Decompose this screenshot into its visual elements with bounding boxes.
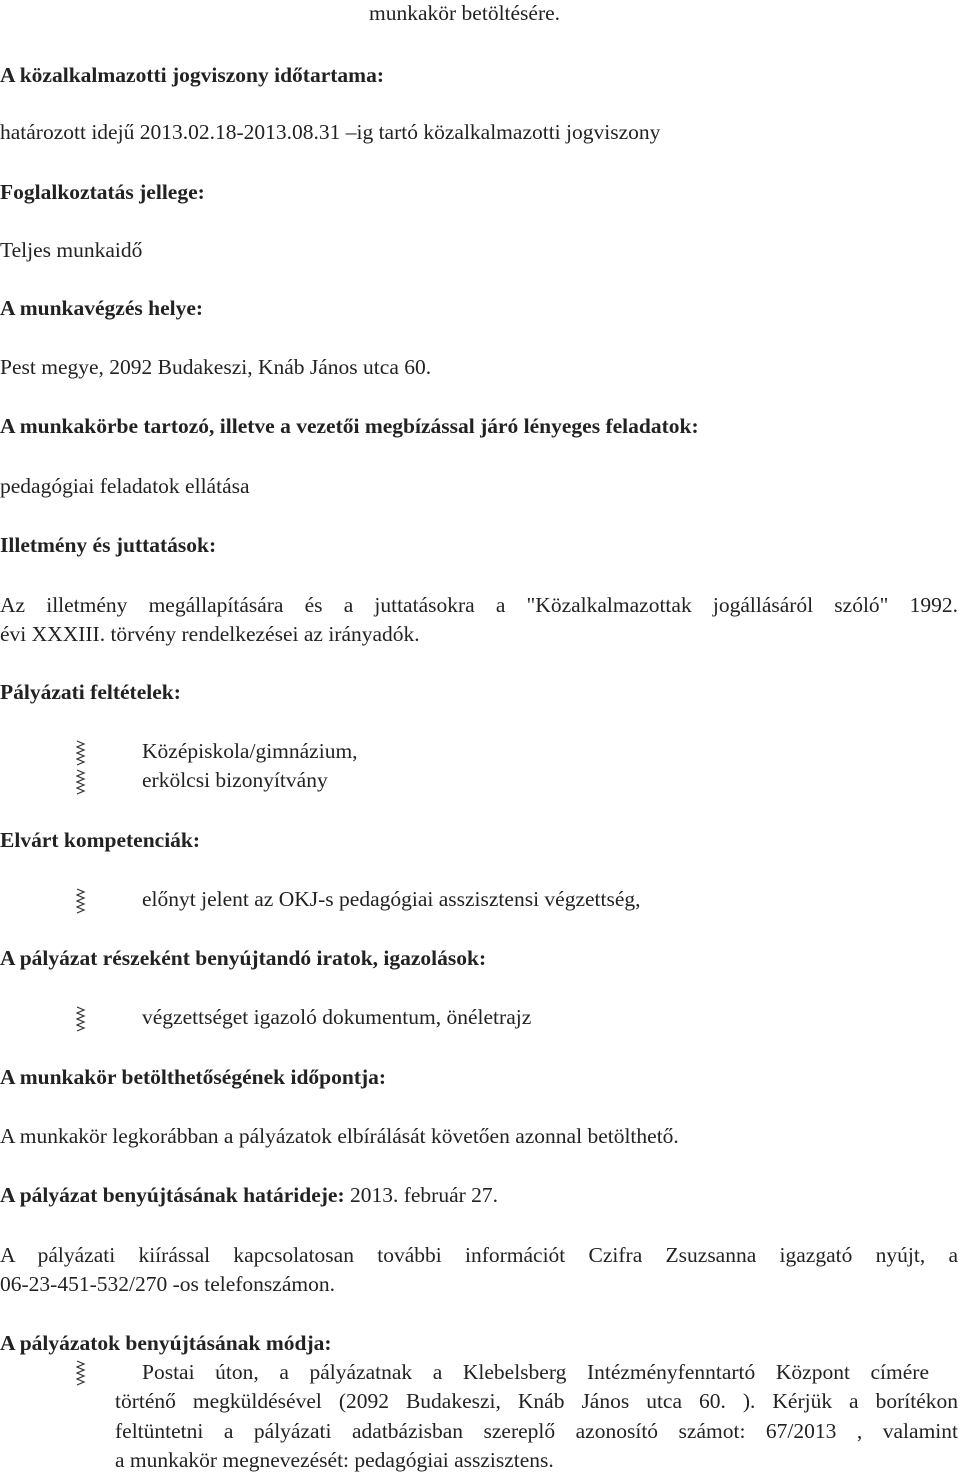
competency-item: előnyt jelent az OKJ-s pedagógiai asszisztensi végzettség,: [142, 887, 641, 911]
bullet-marker-icon: [76, 740, 86, 766]
submission-text-line-4: a munkakör megnevezését: pedagógiai asszisztens.: [115, 1448, 554, 1472]
heading-employment-duration: A közalkalmazotti jogviszony időtartama:: [0, 63, 384, 87]
heading-duties: A munkakörbe tartozó, illetve a vezetői megbízással járó lényeges feladatok:: [0, 414, 699, 438]
bullet-marker-icon: [76, 1360, 86, 1386]
requirement-item: Középiskola/gimnázium,: [142, 739, 358, 763]
bullet-marker-icon: [76, 888, 86, 914]
bullet-marker-icon: [76, 1006, 86, 1032]
employment-type-value: Teljes munkaidő: [0, 238, 143, 262]
submission-text-line-1: Postai úton, a pályázatnak a Klebelsberg Intézményfenntartó Központ címére: [142, 1360, 929, 1384]
contact-text-line-1: A pályázati kiírással kapcsolatosan további információt Czifra Zsuzsanna igazgató nyújt, a: [0, 1243, 958, 1267]
heading-start-date: A munkakör betölthetőségének időpontja:: [0, 1065, 387, 1089]
contact-text-line-2: 06-23-451-532/270 -os telefonszámon.: [0, 1272, 335, 1296]
work-location-value: Pest megye, 2092 Budakeszi, Knáb János utca 60.: [0, 355, 432, 379]
heading-documents: A pályázat részeként benyújtandó iratok, igazolások:: [0, 946, 487, 970]
heading-salary: Illetmény és juttatások:: [0, 533, 217, 557]
heading-competencies: Elvárt kompetenciák:: [0, 828, 201, 852]
heading-work-location: A munkavégzés helye:: [0, 296, 204, 320]
salary-text-line-1: Az illetmény megállapítására és a juttatásokra a "Közalkalmazottak jogállásáról szóló" 1992.: [0, 593, 958, 617]
start-date-value: A munkakör legkorábban a pályázatok elbírálását követően azonnal betölthető.: [0, 1124, 679, 1148]
requirement-item: erkölcsi bizonyítvány: [142, 768, 328, 792]
duties-value: pedagógiai feladatok ellátása: [0, 474, 250, 498]
heading-deadline: A pályázat benyújtásának határideje:: [0, 1183, 345, 1207]
submission-text-line-3: feltüntetni a pályázati adatbázisban szereplő azonosító számot: 67/2013 , valamint: [115, 1419, 958, 1443]
deadline-line: [0, 1185, 498, 1207]
bullet-marker-icon: [76, 769, 86, 795]
text-continuation: munkakör betöltésére.: [369, 1, 561, 25]
salary-text-line-2: évi XXXIII. törvény rendelkezései az irányadók.: [0, 622, 420, 646]
heading-employment-type: Foglalkoztatás jellege:: [0, 180, 205, 204]
heading-requirements: Pályázati feltételek:: [0, 680, 181, 704]
submission-text-line-2: történő megküldésével (2092 Budakeszi, Knáb János utca 60. ). Kérjük a borítékon: [115, 1389, 958, 1413]
document-item: végzettséget igazoló dokumentum, önéletrajz: [142, 1005, 532, 1029]
deadline-value: 2013. február 27.: [344, 1183, 499, 1207]
employment-duration-value: határozott idejű 2013.02.18-2013.08.31 –ig tartó közalkalmazotti jogviszony: [0, 120, 661, 144]
heading-submission-method: A pályázatok benyújtásának módja:: [0, 1331, 332, 1355]
